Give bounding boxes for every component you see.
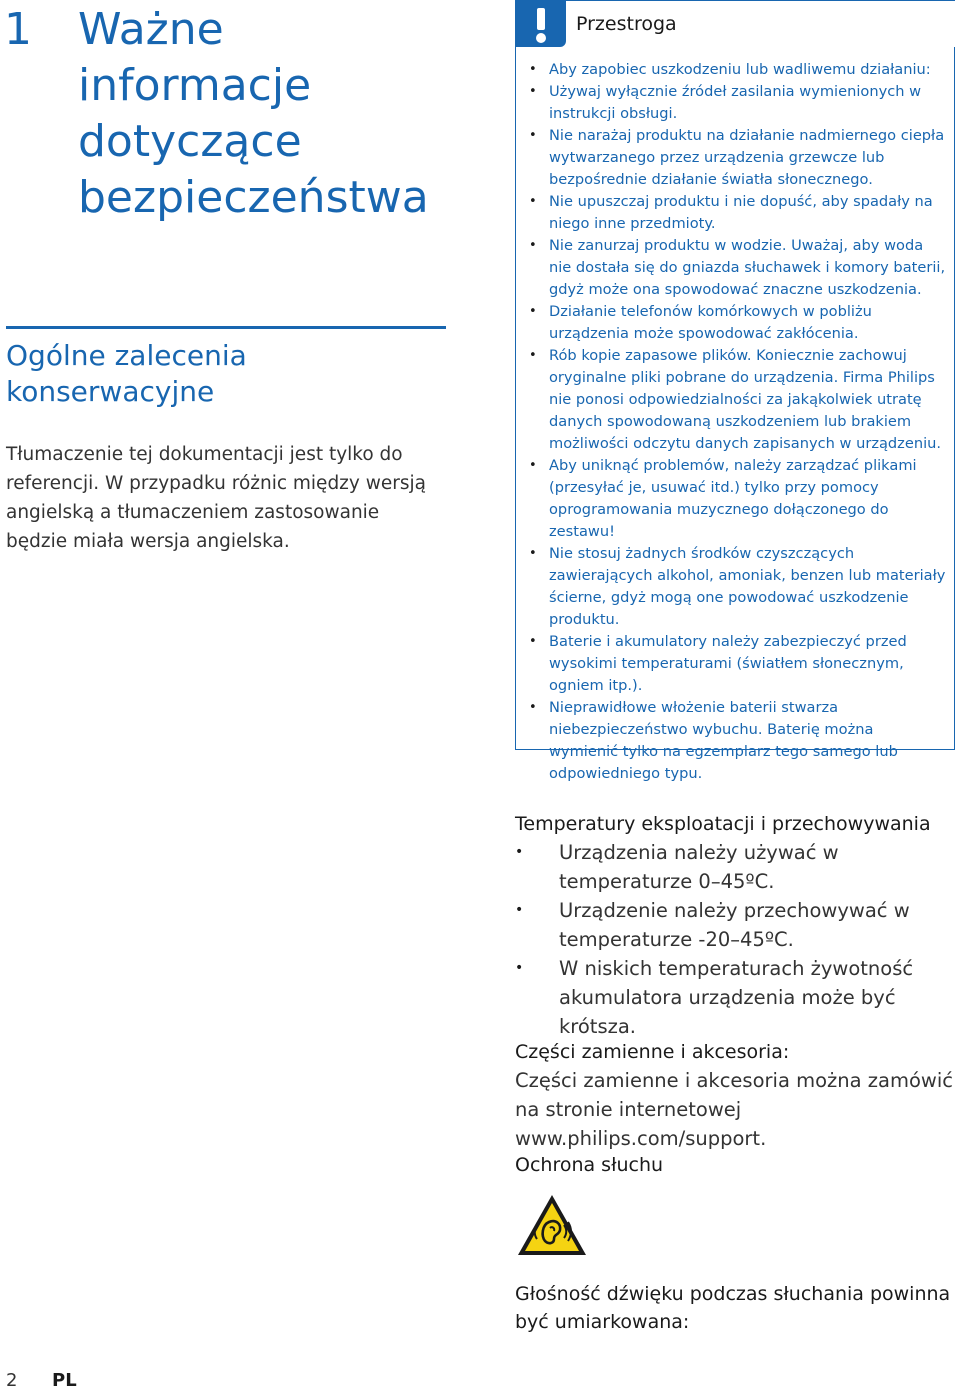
caution-item-text: Nieprawidłowe włożenie baterii stwarza niebezpieczeństwo wybuchu. Baterię można wymienić tylko na egzemplarz tego samego lub odpowiedniego typu. — [549, 699, 898, 782]
bullet-icon: • — [529, 458, 537, 473]
list-item — [528, 235, 946, 301]
language-code: PL — [52, 1370, 77, 1391]
bullet-icon: • — [515, 960, 524, 976]
list-item — [515, 896, 955, 954]
chapter-title: Ważne informacje dotyczące bezpieczeństwa — [78, 4, 429, 223]
list-item — [528, 631, 946, 697]
intro-paragraph: Tłumaczenie tej dokumentacji jest tylko do referencji. W przypadku różnic między wersją angielską a tłumaczeniem zastosowanie będzie miała wersja angielska. — [6, 444, 426, 552]
caution-title: Przestroga — [576, 13, 677, 35]
list-item — [528, 301, 946, 345]
bullet-icon: • — [529, 84, 537, 99]
caution-item-text: Rób kopie zapasowe plików. Koniecznie zachowuj oryginalne pliki pobrane do urządzenia. Firma Philips nie ponosi odpowiedzialności za jakąkolwiek utratę danych spowodowaną uszkodzeniem lub brakiem możliwości odczytu danych zapisanych w urządzeniu. — [549, 347, 942, 452]
list-item — [515, 954, 955, 1041]
temperature-item-text: W niskich temperaturach żywotność akumulatora urządzenia może być krótsza. — [559, 957, 914, 1038]
page-number: 2 — [6, 1370, 18, 1391]
temperatures-section — [515, 810, 955, 1041]
list-item — [528, 543, 946, 631]
caution-item-text: Nie stosuj żadnych środków czyszczących zawierających alkohol, amoniak, benzen lub materiały ścierne, gdyż mogą one powodować uszkodzenie produktu. — [549, 545, 946, 628]
bullet-icon: • — [529, 194, 537, 209]
caution-item-text: Baterie i akumulatory należy zabezpieczyć przed wysokimi temperaturami (światłem słonecznym, ogniem itp.). — [549, 633, 907, 694]
bullet-icon: • — [529, 348, 537, 363]
caution-item-text: Nie zanurzaj produktu w wodzie. Uważaj, aby woda nie dostała się do gniazda słuchawek i komory baterii, gdyż może ona spowodować znaczne uszkodzenia. — [549, 237, 946, 298]
caution-list — [528, 59, 946, 785]
caution-item-text: Nie narażaj produktu na działanie nadmiernego ciepła wytwarzanego przez urządzenia grzewcze lub bezpośrednie działanie światła słonecznego. — [549, 127, 945, 188]
caution-item-text: Używaj wyłącznie źródeł zasilania wymienionych w instrukcji obsługi. — [549, 83, 922, 122]
exclamation-icon — [516, 1, 566, 47]
list-item — [528, 345, 946, 455]
caution-header — [516, 1, 955, 47]
bullet-icon: • — [515, 844, 524, 860]
parts-text: Części zamienne i akcesoria można zamówić na stronie internetowej www.philips.com/support. — [515, 1069, 953, 1150]
bullet-icon: • — [529, 238, 537, 253]
bullet-icon: • — [529, 634, 537, 649]
section-divider — [6, 326, 446, 329]
caution-item-text: Nie upuszczaj produktu i nie dopuść, aby spadały na niego inne przedmioty. — [549, 193, 933, 232]
list-item — [528, 59, 946, 81]
temperature-item-text: Urządzenie należy przechowywać w temperaturze -20–45ºC. — [559, 899, 910, 951]
list-item — [528, 455, 946, 543]
bullet-icon: • — [529, 700, 537, 715]
hearing-warning-icon — [515, 1192, 589, 1258]
list-item — [528, 697, 946, 785]
caution-item-text: Aby uniknąć problemów, należy zarządzać plikami (przesyłać je, usuwać itd.) tylko przy pomocy oprogramowania muzycznego dołączonego do zestawu! — [549, 457, 917, 540]
list-item — [528, 191, 946, 235]
bullet-icon: • — [529, 546, 537, 561]
caution-item-text: Aby zapobiec uszkodzeniu lub wadliwemu działaniu: — [549, 61, 931, 78]
list-item — [528, 125, 946, 191]
bullet-icon: • — [529, 304, 537, 319]
caution-box — [515, 0, 955, 782]
list-item — [515, 838, 955, 896]
caution-item-text: Działanie telefonów komórkowych w pobliżu urządzenia może spowodować zakłócenia. — [549, 303, 872, 342]
chapter-number: 1 — [4, 4, 32, 55]
bullet-icon: • — [529, 128, 537, 143]
list-item — [528, 81, 946, 125]
temperature-item-text: Urządzenia należy używać w temperaturze 0–45ºC. — [559, 841, 839, 893]
temperatures-list — [515, 838, 955, 1041]
bullet-icon: • — [515, 902, 524, 918]
hearing-heading: Ochrona słuchu — [515, 1154, 664, 1176]
section-title: Ogólne zalecenia konserwacyjne — [6, 339, 247, 408]
bullet-icon: • — [529, 62, 537, 77]
parts-heading: Części zamienne i akcesoria: — [515, 1041, 790, 1063]
volume-warning-text: Głośność dźwięku podczas słuchania powinna być umiarkowana: — [515, 1283, 951, 1333]
temperatures-heading: Temperatury eksploatacji i przechowywania — [515, 813, 931, 835]
